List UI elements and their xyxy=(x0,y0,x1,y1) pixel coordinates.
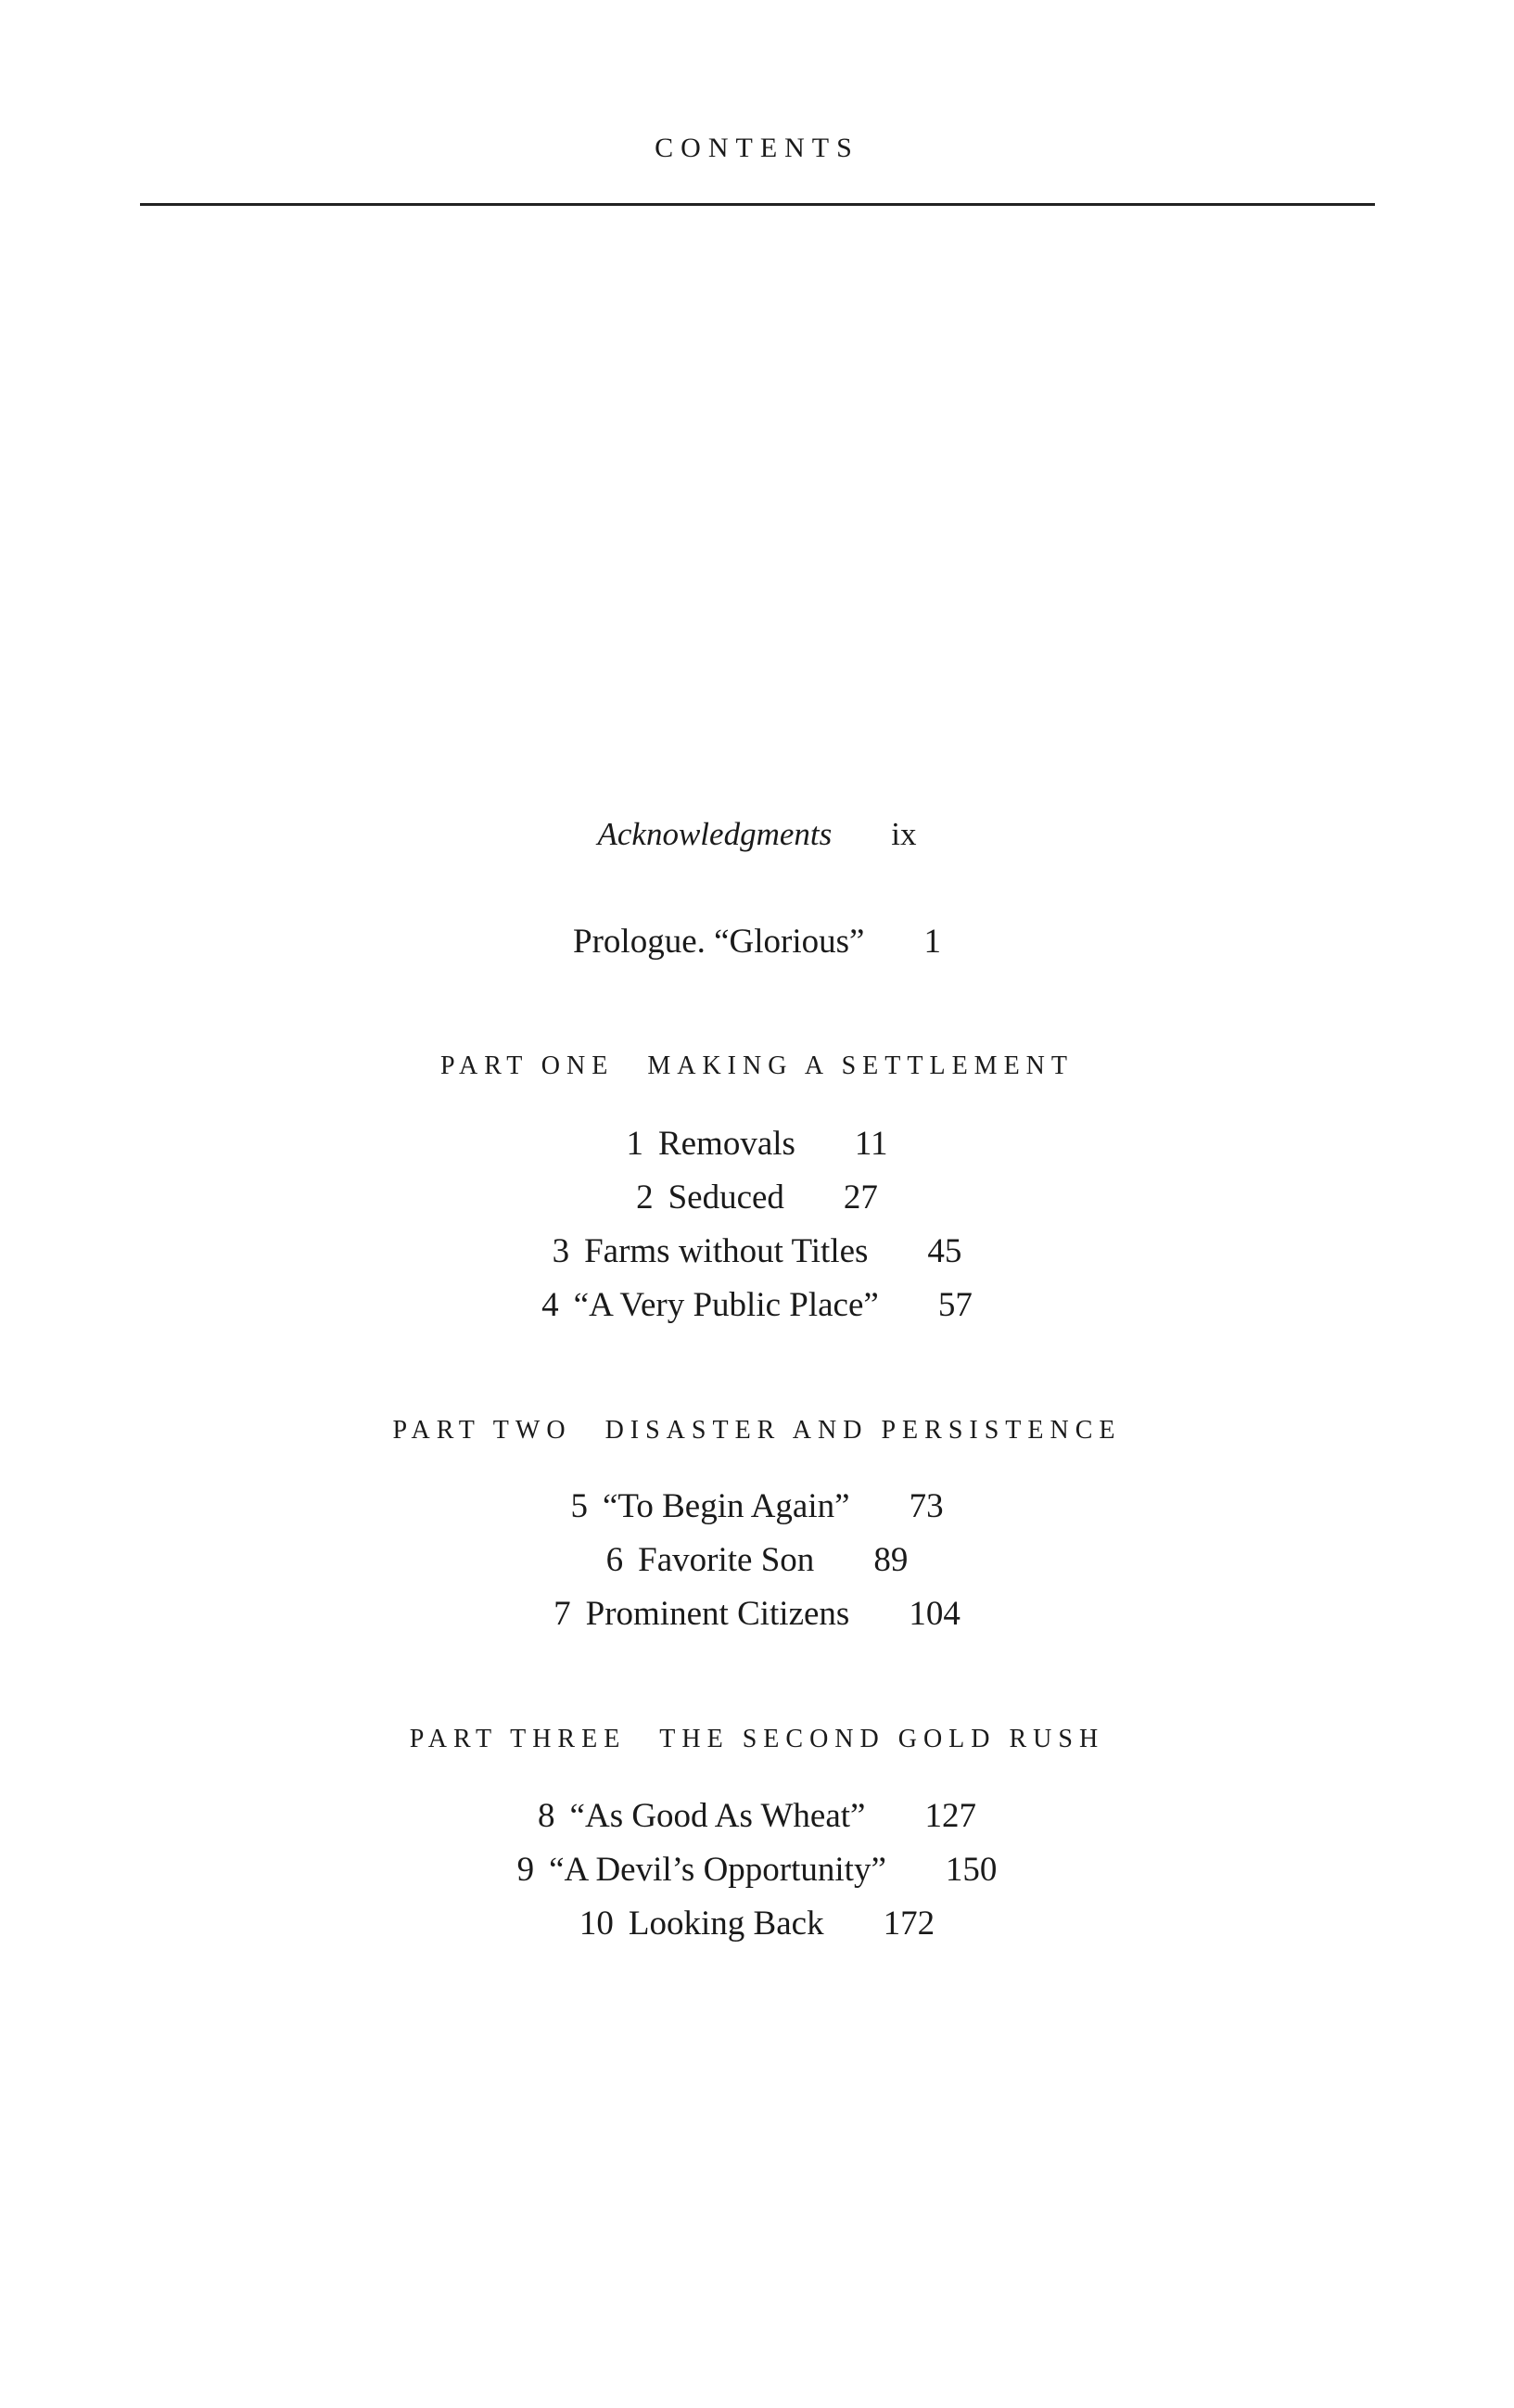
part-title: THE SECOND GOLD RUSH xyxy=(659,1725,1105,1753)
chapter-page: 45 xyxy=(927,1232,962,1270)
chapter-title: Seduced xyxy=(668,1179,784,1217)
chapter-page: 57 xyxy=(937,1286,973,1324)
chapter-number: 8 xyxy=(538,1797,555,1835)
part-label: PART THREE xyxy=(409,1725,627,1753)
chapter-number: 4 xyxy=(541,1286,559,1324)
chapter-title: Looking Back xyxy=(628,1905,824,1943)
chapter-number: 9 xyxy=(516,1851,535,1889)
toc-entry-title: Prologue. “Glorious” xyxy=(573,923,865,961)
chapter-page: 150 xyxy=(945,1851,998,1889)
toc-entry-chapter-4[interactable] xyxy=(0,1285,1514,1325)
toc-entry-chapter-10[interactable] xyxy=(0,1904,1514,1943)
part-label: PART TWO xyxy=(392,1416,572,1445)
chapter-number: 7 xyxy=(553,1595,571,1633)
chapter-page: 73 xyxy=(909,1487,944,1525)
chapter-number: 5 xyxy=(570,1487,588,1525)
part-title: MAKING A SETTLEMENT xyxy=(647,1051,1074,1080)
chapter-number: 1 xyxy=(626,1125,643,1163)
part-label: PART ONE xyxy=(439,1051,615,1080)
part-title: DISASTER AND PERSISTENCE xyxy=(604,1416,1122,1445)
part-heading-two xyxy=(0,1416,1514,1446)
toc-entry-page: ix xyxy=(891,816,917,852)
chapter-number: 3 xyxy=(552,1232,570,1270)
chapter-page: 11 xyxy=(854,1125,888,1163)
toc-entry-prologue[interactable] xyxy=(0,922,1514,962)
toc-entry-chapter-7[interactable] xyxy=(0,1594,1514,1634)
part-heading-three xyxy=(0,1725,1514,1754)
toc-entry-chapter-3[interactable] xyxy=(0,1231,1514,1271)
running-head: CONTENTS xyxy=(655,133,859,163)
toc-entry-chapter-1[interactable] xyxy=(0,1124,1514,1164)
part-heading-one xyxy=(0,1051,1514,1081)
chapter-page: 89 xyxy=(873,1541,909,1579)
chapter-page: 172 xyxy=(883,1905,935,1943)
header-rule xyxy=(140,203,1375,206)
chapter-title: “A Very Public Place” xyxy=(573,1286,879,1324)
toc-entry-chapter-2[interactable] xyxy=(0,1178,1514,1217)
toc-entry-acknowledgments[interactable] xyxy=(0,816,1514,853)
chapter-title: Removals xyxy=(657,1125,795,1163)
toc-entry-chapter-8[interactable] xyxy=(0,1796,1514,1836)
chapter-page: 127 xyxy=(924,1797,976,1835)
chapter-number: 10 xyxy=(579,1905,614,1943)
toc-entry-title: Acknowledgments xyxy=(597,816,833,852)
chapter-title: “As Good As Wheat” xyxy=(569,1797,866,1835)
toc-entry-page: 1 xyxy=(923,923,941,961)
chapter-number: 6 xyxy=(605,1541,624,1579)
chapter-title: “A Devil’s Opportunity” xyxy=(549,1851,886,1889)
chapter-page: 27 xyxy=(843,1179,878,1217)
chapter-title: Farms without Titles xyxy=(584,1232,869,1270)
chapter-number: 2 xyxy=(636,1179,654,1217)
toc-entry-chapter-5[interactable] xyxy=(0,1486,1514,1526)
chapter-title: Prominent Citizens xyxy=(585,1595,850,1633)
chapter-page: 104 xyxy=(909,1595,961,1633)
chapter-title: Favorite Son xyxy=(638,1541,815,1579)
toc-entry-chapter-9[interactable] xyxy=(0,1850,1514,1890)
toc-entry-chapter-6[interactable] xyxy=(0,1540,1514,1580)
chapter-title: “To Begin Again” xyxy=(602,1487,850,1525)
